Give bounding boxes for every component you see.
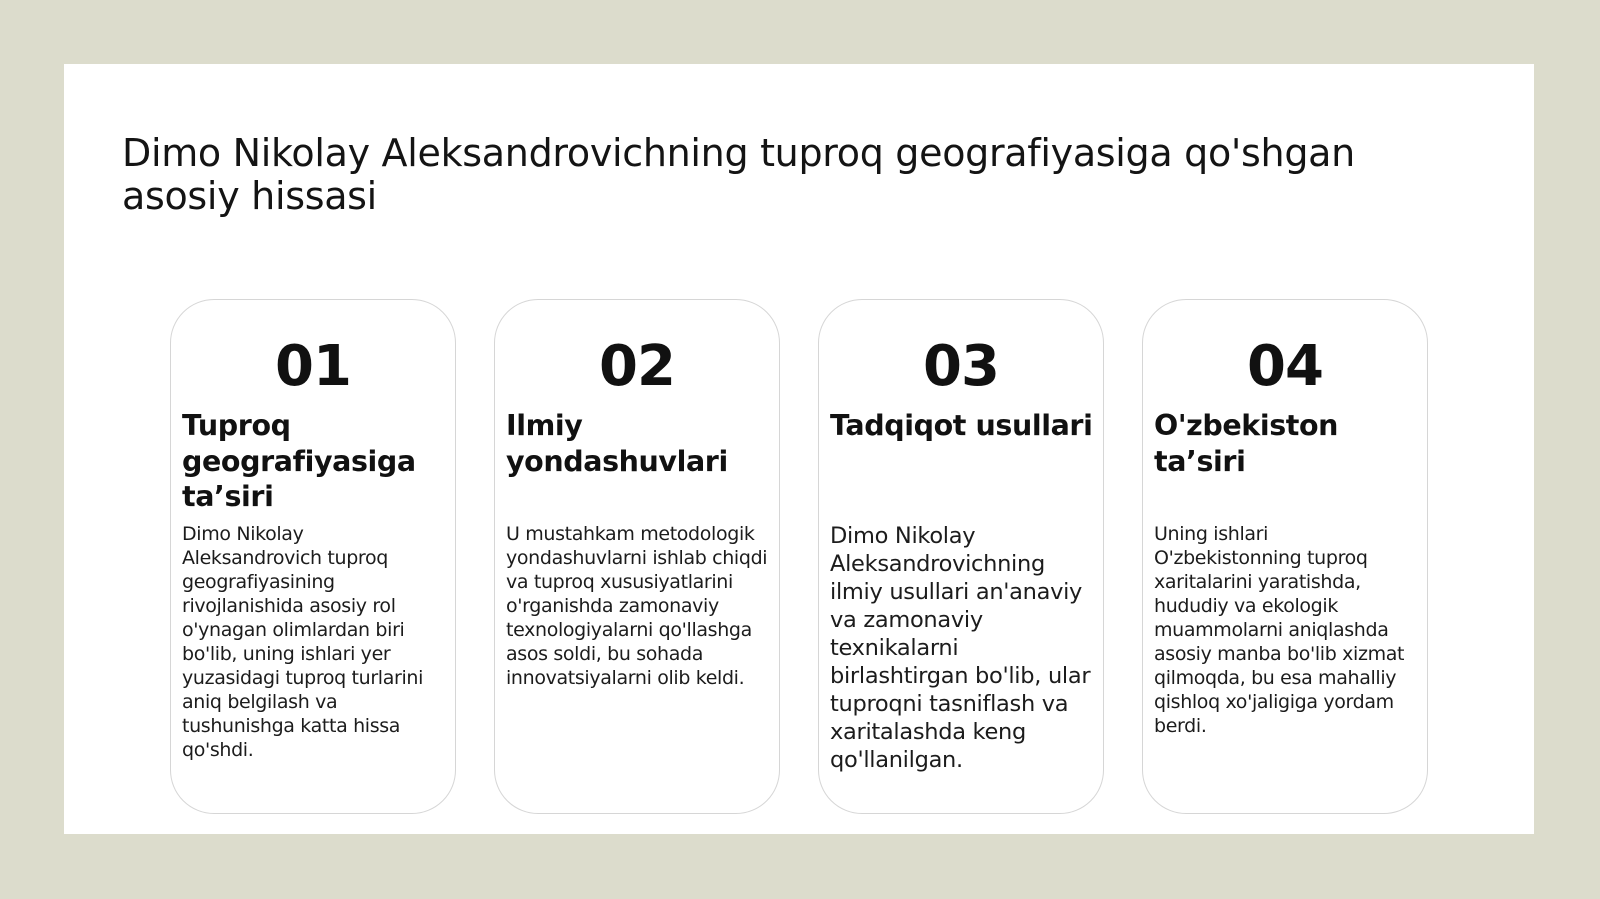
card-heading: Tadqiqot usullari xyxy=(830,409,1093,442)
card-body: Dimo Nikolay Aleksandrovichning ilmiy usullari an'anaviy va zamonaviy texnikalarni birlashtirgan bo'lib, ular tuproqni tasniflash va xaritalashda keng qo'llanilgan. xyxy=(830,523,1091,773)
card-heading: Tuproq geografiyasiga ta’siri xyxy=(182,409,416,513)
card-number: 01 xyxy=(275,334,351,399)
card-number: 03 xyxy=(923,334,999,399)
card-heading: Ilmiy yondashuvlari xyxy=(506,409,728,478)
card-body: Uning ishlari O'zbekistonning tuproq xaritalarini yaratishda, hududiy va ekologik muammolarni aniqlashda asosiy manba bo'lib xizmat qilmoqda, bu esa mahalliy qishloq xo'jaligiga yordam berdi. xyxy=(1154,523,1405,737)
card-01 xyxy=(170,299,456,814)
card-heading: O'zbekiston ta’siri xyxy=(1154,409,1339,478)
card-number: 02 xyxy=(599,334,675,399)
slide xyxy=(64,64,1534,834)
card-number: 04 xyxy=(1247,334,1323,399)
slide-title: Dimo Nikolay Aleksandrovichning tuproq geografiyasiga qo'shgan asosiy hissasi xyxy=(122,131,1355,218)
card-body: Dimo Nikolay Aleksandrovich tuproq geografiyasining rivojlanishida asosiy rol o'ynagan olimlardan biri bo'lib, uning ishlari yer yuzasidagi tuproq turlarini aniq belgilash va tushunishga katta hissa qo'shdi. xyxy=(182,523,424,761)
card-02 xyxy=(494,299,780,814)
card-03 xyxy=(818,299,1104,814)
card-04 xyxy=(1142,299,1428,814)
card-body: U mustahkam metodologik yondashuvlarni ishlab chiqdi va tuproq xususiyatlarini o'rganishda zamonaviy texnologiyalarni qo'llashga asos soldi, bu sohada innovatsiyalarni olib keldi. xyxy=(506,523,768,689)
